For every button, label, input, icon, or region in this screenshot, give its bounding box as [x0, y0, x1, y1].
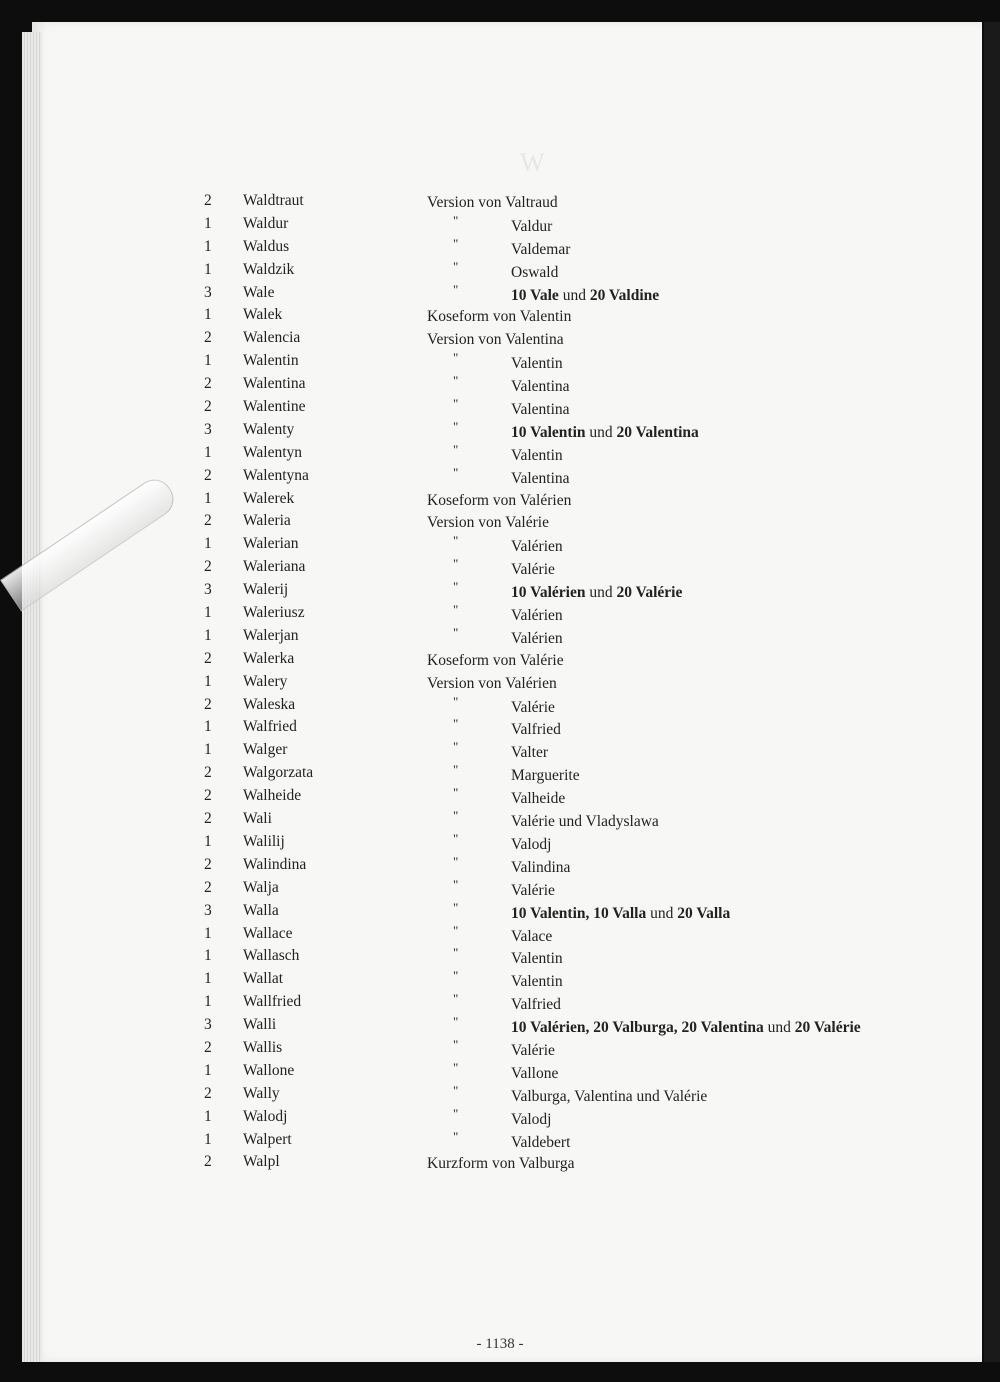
ditto-mark: " [453, 602, 459, 618]
entry-name: Walla [243, 901, 279, 919]
entry-row [0, 785, 1000, 808]
entry-name: Waleriusz [243, 604, 305, 622]
ditto-mark: " [453, 1105, 459, 1121]
entry-name: Walger [243, 741, 288, 759]
entry-name: Walodj [243, 1107, 288, 1125]
entry-name: Wallone [243, 1061, 295, 1079]
entry-target: Oswald [511, 263, 559, 281]
entry-name: Walpl [243, 1153, 280, 1171]
entry-count: 2 [204, 1084, 212, 1102]
entry-count: 2 [204, 512, 212, 530]
ditto-mark: " [453, 579, 459, 595]
ditto-mark: " [453, 441, 459, 457]
entry-target: Valérie [511, 881, 555, 899]
ditto-mark: " [453, 693, 459, 709]
entry-count: 1 [204, 741, 212, 759]
entry-relation: Version von Valérie [427, 514, 549, 532]
entry-count: 3 [204, 283, 212, 301]
entry-target: Valdemar [511, 240, 571, 258]
target-count-part: 20 Valla [677, 904, 731, 922]
entry-row [0, 625, 1000, 648]
target-count-part: 10 Valérien [511, 584, 586, 602]
entry-target: Valindina [511, 858, 571, 876]
entry-count: 1 [204, 832, 212, 850]
entry-target: Valheide [511, 790, 566, 808]
entry-name: Walerian [243, 535, 299, 553]
entry-name: Walli [243, 1016, 277, 1034]
ditto-mark: " [453, 624, 459, 640]
entry-name: Walentyna [243, 466, 309, 484]
entry-count: 2 [204, 329, 212, 347]
entry-name: Walerek [243, 489, 295, 507]
entry-relation: Version von Valérien [427, 674, 557, 692]
ditto-mark: " [453, 373, 459, 389]
target-count-part: 10 Valentin, 10 Valla [511, 904, 647, 922]
ditto-mark: " [453, 991, 459, 1007]
entry-row [0, 1106, 1000, 1129]
target-count-part: 10 Vale [511, 286, 559, 304]
ditto-mark: " [453, 1059, 459, 1075]
entry-name: Walpert [243, 1130, 292, 1148]
ditto-mark: " [453, 235, 459, 251]
ditto-mark: " [453, 739, 459, 755]
page-number: - 1138 - [476, 1336, 524, 1352]
target-count-part: 20 Valdine [589, 286, 660, 304]
entry-name: Wallat [243, 970, 284, 988]
entry-list [0, 190, 1000, 1174]
entry-count: 2 [204, 1153, 212, 1171]
entry-target: Valter [511, 744, 549, 762]
target-joiner: und [763, 1019, 795, 1037]
entry-row [0, 213, 1000, 236]
ditto-mark: " [453, 762, 459, 778]
entry-count: 1 [204, 1107, 212, 1125]
ditto-mark: " [453, 922, 459, 938]
entry-target: Valérie [511, 698, 555, 716]
entry-name: Walja [243, 878, 279, 896]
entry-row [0, 327, 1000, 350]
entry-name: Wallis [243, 1038, 283, 1056]
entry-count: 2 [204, 855, 212, 873]
ditto-mark: " [453, 1036, 459, 1052]
entry-target: Valérie [511, 1041, 555, 1059]
entry-name: Wale [243, 283, 275, 301]
entry-name: Waldtraut [243, 192, 304, 209]
entry-target [511, 905, 730, 923]
ditto-mark: " [453, 945, 459, 961]
entry-row [0, 808, 1000, 831]
entry-count: 1 [204, 306, 212, 324]
entry-target: Valérien [511, 629, 563, 647]
entry-row [0, 304, 1000, 327]
entry-count: 1 [204, 993, 212, 1011]
entry-name: Waldzik [243, 260, 295, 278]
entry-row [0, 716, 1000, 739]
entry-row [0, 1151, 1000, 1174]
entry-row [0, 350, 1000, 373]
entry-count: 1 [204, 1130, 212, 1148]
entry-count: 1 [204, 604, 212, 622]
entry-count: 3 [204, 420, 212, 438]
entry-count: 2 [204, 787, 212, 805]
entry-count: 1 [204, 1061, 212, 1079]
entry-target: Valérien [511, 607, 563, 625]
entry-row [0, 877, 1000, 900]
entry-count: 1 [204, 626, 212, 644]
entry-count: 1 [204, 672, 212, 690]
entry-count: 2 [204, 878, 212, 896]
entry-row [0, 900, 1000, 923]
entry-relation: Koseform von Valérie [427, 651, 564, 669]
entry-relation: Koseform von Valentin [427, 308, 572, 326]
entry-target [511, 584, 682, 602]
entry-name: Waldus [243, 237, 290, 255]
entry-row [0, 671, 1000, 694]
entry-name: Wallace [243, 924, 293, 942]
entry-row [0, 579, 1000, 602]
entry-target: Valérien [511, 538, 563, 556]
entry-row [0, 1083, 1000, 1106]
ghost-letter: W [520, 148, 545, 177]
entry-row [0, 259, 1000, 282]
entry-target: Valentin [511, 355, 563, 373]
entry-count: 1 [204, 260, 212, 278]
ditto-mark: " [453, 258, 459, 274]
entry-count: 2 [204, 192, 212, 209]
entry-row [0, 1129, 1000, 1152]
entry-target: Valdebert [511, 1133, 571, 1151]
entry-target: Valentina [511, 469, 570, 487]
entry-count: 2 [204, 398, 212, 416]
target-count-part: 20 Valérie [616, 584, 683, 602]
target-joiner: und [585, 423, 617, 441]
entry-row [0, 602, 1000, 625]
entry-row [0, 488, 1000, 511]
ditto-mark: " [453, 853, 459, 869]
entry-count: 2 [204, 810, 212, 828]
entry-count: 1 [204, 214, 212, 232]
entry-count: 3 [204, 901, 212, 919]
ditto-mark: " [453, 1128, 459, 1144]
entry-row [0, 923, 1000, 946]
entry-name: Wali [243, 810, 272, 828]
entry-target: Valentina [511, 401, 570, 419]
entry-row [0, 991, 1000, 1014]
entry-name: Walentin [243, 352, 299, 370]
entry-relation: Kurzform von Valburga [427, 1155, 575, 1173]
entry-name: Walheide [243, 787, 302, 805]
entry-row [0, 1037, 1000, 1060]
entry-count: 2 [204, 695, 212, 713]
entry-row [0, 648, 1000, 671]
entry-name: Walerij [243, 581, 289, 599]
entry-row [0, 419, 1000, 442]
entry-target: Valburga, Valentina und Valérie [511, 1087, 708, 1105]
entry-row [0, 945, 1000, 968]
entry-row [0, 533, 1000, 556]
entry-name: Walfried [243, 718, 297, 736]
target-joiner: und [646, 904, 678, 922]
ditto-mark: " [453, 830, 459, 846]
entry-target [511, 424, 699, 442]
entry-name: Walencia [243, 329, 301, 347]
ditto-mark: " [453, 968, 459, 984]
entry-count: 2 [204, 466, 212, 484]
entry-target: Valfried [511, 996, 561, 1014]
entry-count: 3 [204, 581, 212, 599]
entry-count: 2 [204, 558, 212, 576]
entry-count: 1 [204, 718, 212, 736]
entry-name: Wallfried [243, 993, 302, 1011]
ditto-mark: " [453, 396, 459, 412]
target-joiner: und [585, 584, 617, 602]
entry-row [0, 510, 1000, 533]
entry-row [0, 282, 1000, 305]
entry-row [0, 762, 1000, 785]
entry-target: Valentin [511, 950, 563, 968]
entry-row [0, 968, 1000, 991]
entry-name: Waldur [243, 214, 289, 232]
entry-target: Valentin [511, 973, 563, 991]
ditto-mark: " [453, 785, 459, 801]
entry-row [0, 442, 1000, 465]
ditto-mark: " [453, 716, 459, 732]
target-count-part: 20 Valentina [616, 423, 699, 441]
entry-count: 1 [204, 535, 212, 553]
entry-row [0, 236, 1000, 259]
entry-target: Marguerite [511, 767, 580, 785]
target-joiner: und [558, 286, 590, 304]
entry-name: Waleria [243, 512, 291, 530]
entry-name: Walentina [243, 375, 306, 393]
target-count-part: 10 Valérien, 20 Valburga, 20 Valentina [511, 1019, 764, 1037]
ditto-mark: " [453, 464, 459, 480]
entry-name: Walgorzata [243, 764, 314, 782]
entry-name: Walentyn [243, 443, 303, 461]
entry-name: Walenty [243, 420, 295, 438]
entry-count: 1 [204, 352, 212, 370]
ditto-mark: " [453, 556, 459, 572]
entry-target [511, 1019, 861, 1037]
entry-row [0, 854, 1000, 877]
entry-count: 1 [204, 443, 212, 461]
entry-name: Walek [243, 306, 283, 324]
entry-count: 1 [204, 947, 212, 965]
entry-row [0, 190, 1000, 213]
entry-target: Vallone [511, 1064, 559, 1082]
ditto-mark: " [453, 808, 459, 824]
entry-target: Valérie und Vladyslawa [511, 813, 659, 831]
entry-target: Valdur [511, 217, 553, 235]
entry-target: Valodj [511, 835, 552, 853]
entry-row [0, 556, 1000, 579]
entry-name: Walery [243, 672, 288, 690]
entry-relation: Version von Valentina [427, 331, 564, 349]
entry-target: Valodj [511, 1110, 552, 1128]
target-count-part: 10 Valentin [511, 423, 586, 441]
entry-name: Walerjan [243, 626, 299, 644]
ditto-mark: " [453, 899, 459, 915]
ditto-mark: " [453, 876, 459, 892]
entry-name: Walentine [243, 398, 306, 416]
entry-row [0, 396, 1000, 419]
entry-count: 1 [204, 924, 212, 942]
entry-row [0, 465, 1000, 488]
entry-row [0, 1014, 1000, 1037]
ditto-mark: " [453, 350, 459, 366]
entry-relation: Koseform von Valérien [427, 491, 572, 509]
ditto-mark: " [453, 1082, 459, 1098]
entry-name: Waleriana [243, 558, 306, 576]
entry-name: Wallasch [243, 947, 300, 965]
entry-target: Valentina [511, 378, 570, 396]
entry-name: Wally [243, 1084, 280, 1102]
entry-count: 2 [204, 764, 212, 782]
entry-row [0, 373, 1000, 396]
entry-row [0, 694, 1000, 717]
entry-target: Valentin [511, 446, 563, 464]
ditto-mark: " [453, 418, 459, 434]
ditto-mark: " [453, 1014, 459, 1030]
entry-name: Walilij [243, 832, 285, 850]
entry-target: Valace [511, 927, 553, 945]
entry-target [511, 287, 659, 305]
entry-count: 2 [204, 375, 212, 393]
target-count-part: 20 Valérie [794, 1019, 861, 1037]
entry-target: Valérie [511, 561, 555, 579]
ditto-mark: " [453, 281, 459, 297]
entry-count: 2 [204, 1038, 212, 1056]
entry-name: Walerka [243, 649, 295, 667]
entry-count: 3 [204, 1016, 212, 1034]
entry-count: 1 [204, 237, 212, 255]
entry-relation: Version von Valtraud [427, 194, 558, 211]
entry-row [0, 739, 1000, 762]
entry-target: Valfried [511, 721, 561, 739]
entry-count: 2 [204, 649, 212, 667]
entry-row [0, 1060, 1000, 1083]
entry-count: 1 [204, 489, 212, 507]
ditto-mark: " [453, 533, 459, 549]
entry-name: Walindina [243, 855, 307, 873]
entry-count: 1 [204, 970, 212, 988]
ditto-mark: " [453, 212, 459, 228]
entry-row [0, 831, 1000, 854]
entry-name: Waleska [243, 695, 296, 713]
